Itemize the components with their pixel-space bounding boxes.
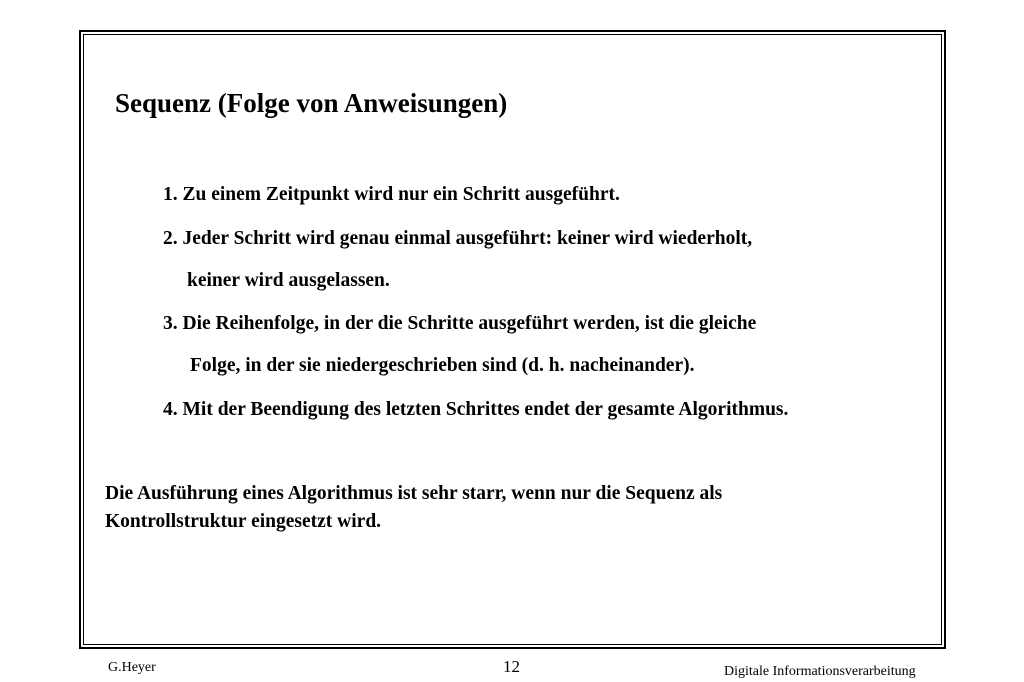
rule-3-continued: Folge, in der sie niedergeschrieben sind (d. h. nacheinander). bbox=[190, 355, 695, 376]
rule-3: 3. Die Reihenfolge, in der die Schritte ausgeführt werden, ist die gleiche bbox=[163, 313, 757, 334]
rule-1: 1. Zu einem Zeitpunkt wird nur ein Schritt ausgeführt. bbox=[163, 184, 620, 205]
rule-4: 4. Mit der Beendigung des letzten Schrittes endet der gesamte Algorithmus. bbox=[163, 399, 789, 420]
slide-title: Sequenz (Folge von Anweisungen) bbox=[115, 88, 508, 118]
rule-2-continued: keiner wird ausgelassen. bbox=[187, 270, 390, 291]
rule-2: 2. Jeder Schritt wird genau einmal ausgeführt: keiner wird wiederholt, bbox=[163, 228, 753, 249]
footer-author: G.Heyer bbox=[108, 660, 156, 675]
conclusion-line-2: Kontrollstruktur eingesetzt wird. bbox=[105, 511, 382, 532]
slide-frame-inner bbox=[83, 34, 942, 645]
conclusion-line-1: Die Ausführung eines Algorithmus ist sehr starr, wenn nur die Sequenz als bbox=[105, 483, 723, 504]
page-number: 12 bbox=[503, 657, 520, 676]
footer-course: Digitale Informationsverarbeitung bbox=[724, 664, 916, 679]
